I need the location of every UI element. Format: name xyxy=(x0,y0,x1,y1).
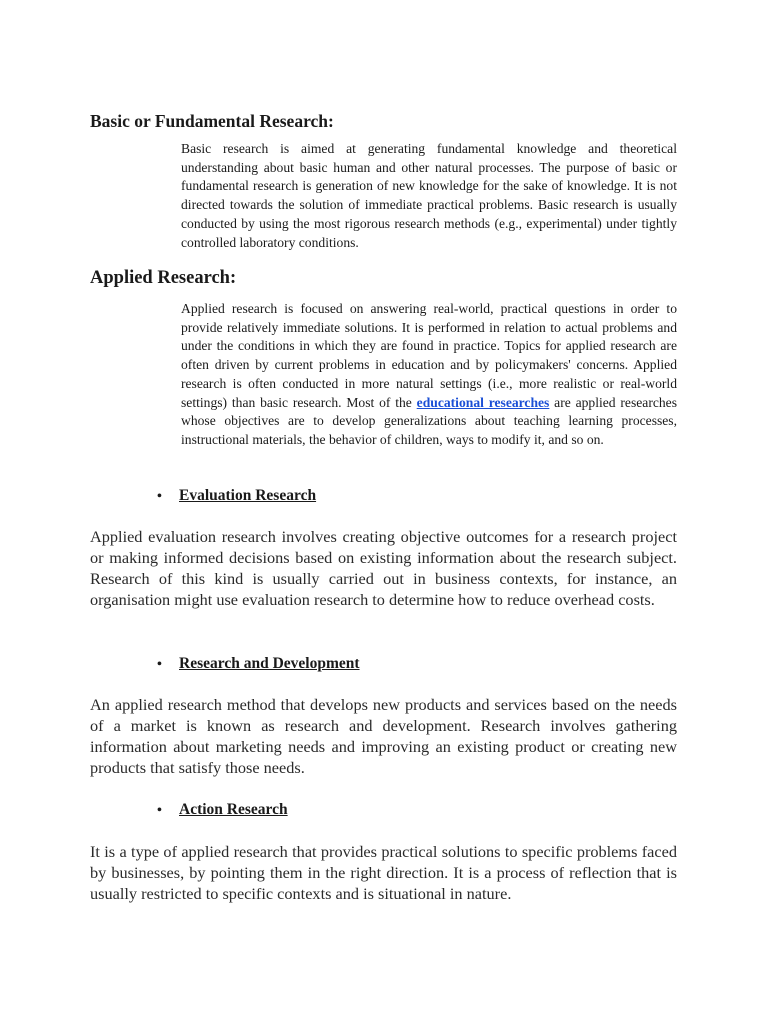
evaluation-research-title: Evaluation Research xyxy=(179,487,317,504)
action-research-paragraph: It is a type of applied research that provides practical solutions to specific problems faced by businesses, by pointing them in the right direction. It is a process of reflection that is usually restricted to specific contexts and is situational in nature. xyxy=(90,842,677,903)
bullet-icon: • xyxy=(157,489,162,504)
applied-research-heading: Applied Research: xyxy=(90,268,237,288)
evaluation-research-paragraph: Applied evaluation research involves creating objective outcomes for a research project or making informed decisions based on existing information about the research subject. Research of this kind is usually carried out in business contexts, for instance, an organisation might use evaluation research to determine how to reduce overhead costs. xyxy=(90,527,677,609)
applied-text-after-link: are applied researches whose objectives are to develop generalizations about teaching learning processes, instructional materials, the behavior of children, ways to modify it, and so on. xyxy=(181,394,678,447)
research-and-development-paragraph: An applied research method that develops new products and services based on the needs of a market is known as research and development. Research involves gathering information about marketing needs and improving an existing product or creating new products that satisfy those needs. xyxy=(90,695,677,777)
bullet-icon: • xyxy=(157,657,162,672)
basic-research-heading: Basic or Fundamental Research: xyxy=(90,111,334,131)
educational-researches-link[interactable]: educational researches xyxy=(416,394,550,410)
action-research-heading xyxy=(157,801,288,819)
research-and-development-heading xyxy=(157,655,360,673)
applied-research-paragraph xyxy=(181,300,677,450)
applied-text-before-link: Applied research is focused on answering real-world, practical questions in order to provide relatively immediate solutions. It is performed in relation to actual problems and under the conditions in which they are found in practice. Topics for applied research are often driven by current problems in education and by policymakers' concerns. Applied research is often conducted in more natural settings (i.e., more realistic or real-world settings) than basic research. Most of the xyxy=(181,301,677,410)
bullet-icon: • xyxy=(157,803,162,818)
research-and-development-title: Research and Development xyxy=(179,655,360,672)
basic-research-paragraph: Basic research is aimed at generating fundamental knowledge and theoretical understanding about basic human and other natural processes. The purpose of basic or fundamental research is generation of new knowledge for the sake of knowledge. It is not directed towards the solution of immediate practical problems. Basic research is usually conducted by using the most rigorous research methods (e.g., experimental) under tightly controlled laboratory conditions. xyxy=(181,141,677,250)
action-research-title: Action Research xyxy=(179,801,288,818)
evaluation-research-heading xyxy=(157,487,316,505)
